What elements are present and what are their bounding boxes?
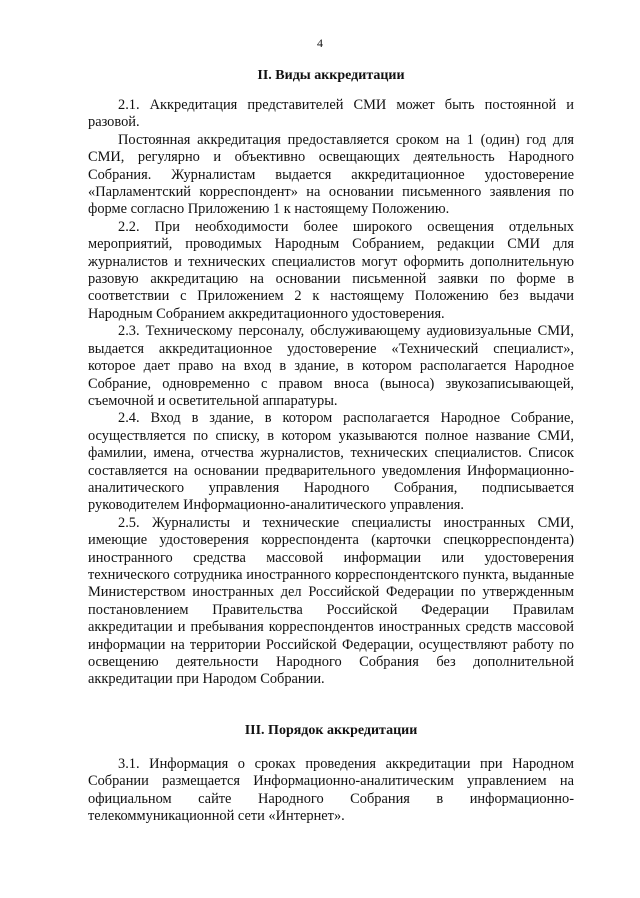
paragraph-2-4: 2.4. Вход в здание, в котором располагается Народное Собрание, осуществляется по списку, в котором указываются полное название СМИ, фамилии, имена, отчества журналистов, технических специалистов. Список составляется на основании предварительного уведомления Информационно-аналитического управления Народного Собрания, подписывается руководителем Информационно-аналитического управления. xyxy=(88,410,574,514)
section-2-body xyxy=(88,97,574,689)
paragraph-2-5: 2.5. Журналисты и технические специалисты иностранных СМИ, имеющие удостоверения корреспондента (карточки спецкорреспондента) иностранного средства массовой информации или удостоверения технического сотрудника иностранного корреспондентского пункта, выданные Министерством иностранных дел Российской Федерации по утвержденным постановлением Правительства Российской Федерации Правилам аккредитации и пребывания корреспондентов иностранных средств массовой информации на территории Российской Федерации, осуществляют работу по освещению деятельности Народного Собрания без дополнительной аккредитации при Народом Собрании. xyxy=(88,514,574,688)
paragraph-2-1-permanent: Постоянная аккредитация предоставляется сроком на 1 (один) год для СМИ, регулярно и объективно освещающих деятельность Народного Собрания. Журналистам выдается аккредитационное удостоверение «Парламентский корреспондент» на основании письменного заявления по форме согласно Приложению 1 к настоящему Положению. xyxy=(88,131,574,218)
paragraph-2-3: 2.3. Техническому персоналу, обслуживающему аудиовизуальные СМИ, выдается аккредитационное удостоверение «Технический специалист», которое дает право на вход в здание, в котором располагается Народное Собрание, одновременно с правом вноса (выноса) звукозаписывающей, съемочной и осветительной аппаратуры. xyxy=(88,323,574,409)
paragraph-2-1: 2.1. Аккредитация представителей СМИ может быть постоянной и разовой. xyxy=(88,97,574,131)
section-2-heading: II. Виды аккредитации xyxy=(257,68,405,83)
section-3-heading: III. Порядок аккредитации xyxy=(244,723,418,738)
paragraph-2-2: 2.2. При необходимости более широкого освещения отдельных мероприятий, проводимых Народным Собранием, редакции СМИ для журналистов и технических специалистов могут оформить дополнительную разовую аккредитацию на основании письменной заявки по форме в соответствии с Приложением 2 к настоящему Положению без выдачи Народным Собранием аккредитационного удостоверения. xyxy=(88,218,574,322)
section-3-body xyxy=(88,756,574,826)
page-number: 4 xyxy=(317,36,323,50)
paragraph-3-1: 3.1. Информация о сроках проведения аккредитации при Народном Собрании размещается Информационно-аналитическим управлением на официальном сайте Народного Собрания в информационно-телекоммуникационной сети «Интернет». xyxy=(88,756,574,825)
